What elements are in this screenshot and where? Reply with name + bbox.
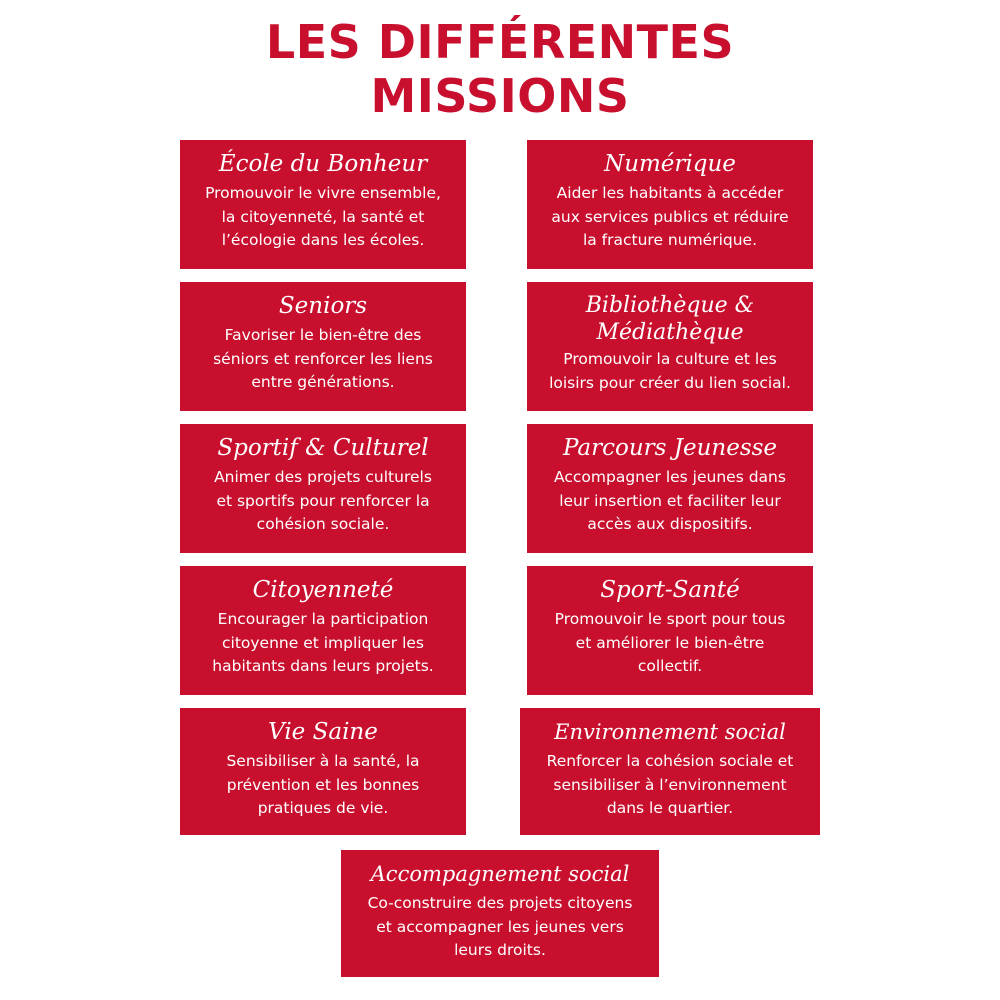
page-title-line-2: MISSIONS [370, 69, 630, 123]
mission-card-accompagnement-social [341, 850, 659, 977]
mission-description: Encourager la participation citoyenne et impliquer les habitants dans leurs projets. [212, 610, 434, 675]
mission-title: Parcours Jeunesse [562, 435, 778, 461]
mission-description: Favoriser le bien-être des séniors et renforcer les liens entre générations. [213, 326, 433, 391]
mission-description: Accompagner les jeunes dans leur insertion et faciliter leur accès aux dispositifs. [554, 468, 786, 533]
page-title-line-1: LES DIFFÉRENTES [265, 15, 735, 69]
mission-description: Promouvoir le sport pour tous et améliorer le bien-être collectif. [554, 610, 786, 675]
mission-title: École du Bonheur [218, 151, 428, 177]
mission-description: Promouvoir le vivre ensemble, la citoyenneté, la santé et l’écologie dans les écoles. [205, 184, 441, 249]
mission-card-sport-sante [527, 566, 813, 695]
mission-card-ecole-du-bonheur [180, 140, 466, 269]
mission-card-numerique [527, 140, 813, 269]
mission-description: Sensibiliser à la santé, la prévention et les bonnes pratiques de vie. [226, 752, 420, 817]
mission-description: Renforcer la cohésion sociale et sensibiliser à l’environnement dans le quartier. [546, 752, 794, 817]
mission-card-citoyennete [180, 566, 466, 695]
mission-card-environnement-social [520, 708, 820, 835]
mission-card-parcours-jeunesse [527, 424, 813, 553]
mission-title: Accompagnement social [370, 862, 630, 886]
mission-description: Promouvoir la culture et les loisirs pour créer du lien social. [549, 350, 791, 392]
mission-card-vie-saine [180, 708, 466, 835]
mission-title: Numérique [604, 151, 736, 177]
mission-title: Sportif & Culturel [217, 435, 429, 461]
mission-card-bibliotheque-mediatheque [527, 282, 813, 411]
mission-title: Seniors [278, 293, 368, 319]
mission-description: Aider les habitants à accéder aux services publics et réduire la fracture numérique. [551, 184, 789, 249]
mission-card-sportif-culturel [180, 424, 466, 553]
mission-card-seniors [180, 282, 466, 411]
mission-description: Co-construire des projets citoyens et accompagner les jeunes vers leurs droits. [367, 894, 633, 959]
mission-title: Sport-Santé [600, 577, 740, 603]
mission-title: Citoyenneté [252, 577, 394, 603]
mission-title: Vie Saine [268, 719, 378, 745]
mission-description: Animer des projets culturels et sportifs pour renforcer la cohésion sociale. [214, 468, 432, 533]
mission-title: Environnement social [554, 720, 786, 744]
mission-title: Bibliothèque & Médiathèque [585, 293, 755, 345]
